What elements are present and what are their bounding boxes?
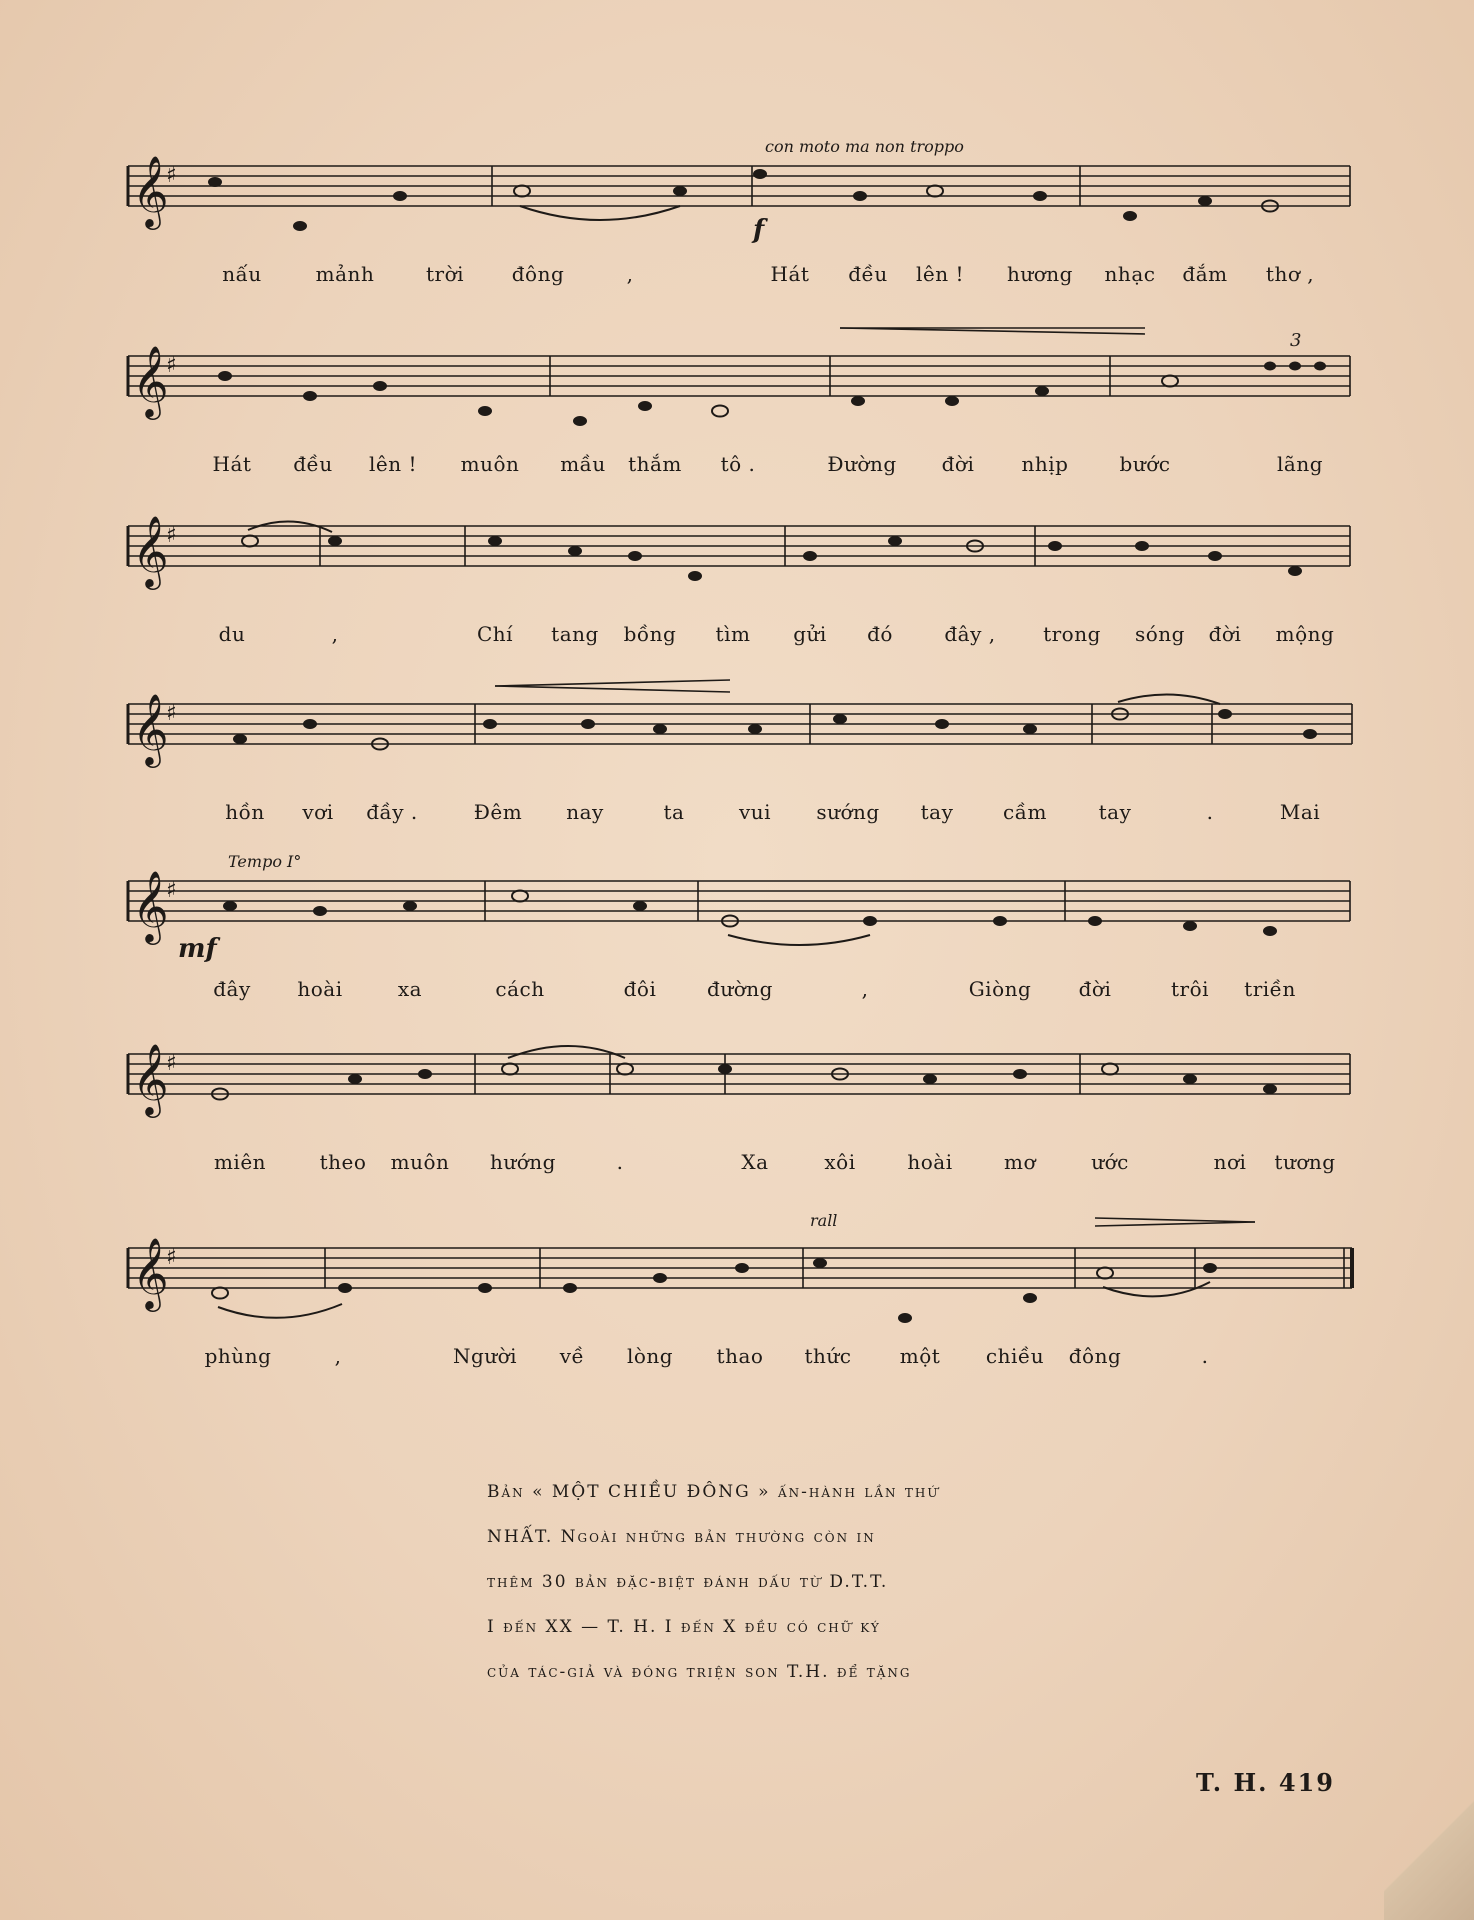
lyric-syllable: đều bbox=[848, 262, 888, 286]
lyric-syllable: hoài bbox=[297, 977, 343, 1001]
lyric-syllable: Hát bbox=[770, 262, 810, 286]
svg-text:𝄞: 𝄞 bbox=[132, 154, 169, 227]
svg-text:♯: ♯ bbox=[166, 163, 177, 188]
lyric-syllable: Mai bbox=[1279, 800, 1321, 824]
staff-2 bbox=[120, 320, 1360, 430]
lyric-syllable: sóng bbox=[1135, 622, 1185, 646]
tempo-marking: con moto ma non troppo bbox=[765, 137, 964, 156]
music-system-7 bbox=[120, 1212, 1360, 1382]
lyric-syllable: mầu bbox=[560, 452, 606, 476]
catalog-number: T. H. 419 bbox=[1196, 1768, 1335, 1797]
music-system-6 bbox=[120, 1018, 1360, 1188]
music-system-3 bbox=[120, 490, 1360, 660]
svg-text:♯: ♯ bbox=[166, 353, 177, 378]
lyric-syllable: đường bbox=[707, 977, 773, 1001]
svg-text:𝄞: 𝄞 bbox=[132, 344, 169, 417]
lyric-syllable: tay bbox=[1098, 800, 1132, 824]
lyric-syllable: , bbox=[626, 262, 634, 286]
lyric-syllable: đều bbox=[293, 452, 333, 476]
svg-text:𝄞: 𝄞 bbox=[132, 514, 169, 587]
publication-note-line: Bản « MỘT CHIỀU ĐÔNG » ấn-hành lần thứ bbox=[487, 1482, 940, 1502]
lyric-syllable: thơ , bbox=[1265, 262, 1315, 286]
lyric-syllable: lên ! bbox=[915, 262, 965, 286]
lyric-syllable: xôi bbox=[824, 1150, 856, 1174]
lyric-syllable: , bbox=[861, 977, 869, 1001]
lyric-syllable: đời bbox=[1078, 977, 1112, 1001]
staff-4 bbox=[120, 668, 1360, 778]
triplet-marking: 3 bbox=[1290, 330, 1302, 351]
lyric-syllable: Xa bbox=[741, 1150, 769, 1174]
lyric-syllable: thức bbox=[804, 1344, 852, 1368]
svg-text:♯: ♯ bbox=[166, 1051, 177, 1076]
lyric-syllable: theo bbox=[319, 1150, 367, 1174]
publication-note-line: của tác-giả và đóng triện son T.H. để tặng bbox=[487, 1662, 912, 1682]
lyrics-line-3 bbox=[120, 622, 1360, 654]
lyrics-line-7 bbox=[120, 1344, 1360, 1376]
lyric-syllable: Đêm bbox=[473, 800, 523, 824]
lyric-syllable: nấu bbox=[222, 262, 262, 286]
staff-1 bbox=[120, 130, 1360, 245]
svg-text:𝄞: 𝄞 bbox=[132, 869, 169, 942]
lyric-syllable: Giòng bbox=[968, 977, 1032, 1001]
lyric-syllable: bồng bbox=[623, 622, 677, 646]
lyric-syllable: trôi bbox=[1170, 977, 1210, 1001]
lyric-syllable: miên bbox=[213, 1150, 267, 1174]
lyric-syllable: hồn bbox=[225, 800, 265, 824]
lyric-syllable: thao bbox=[716, 1344, 764, 1368]
lyric-syllable: đông bbox=[1068, 1344, 1122, 1368]
dynamic-marking: mf bbox=[178, 934, 217, 964]
lyric-syllable: . bbox=[1206, 800, 1214, 824]
lyrics-line-1 bbox=[120, 262, 1360, 294]
lyric-syllable: đắm bbox=[1182, 262, 1228, 286]
lyric-syllable: một bbox=[899, 1344, 941, 1368]
lyric-syllable: muôn bbox=[390, 1150, 450, 1174]
lyric-syllable: gửi bbox=[793, 622, 827, 646]
lyric-syllable: du bbox=[218, 622, 246, 646]
staff-7 bbox=[120, 1212, 1360, 1322]
lyric-syllable: vơi bbox=[302, 800, 334, 824]
lyric-syllable: hoài bbox=[907, 1150, 953, 1174]
lyric-syllable: trong bbox=[1043, 622, 1101, 646]
lyric-syllable: sướng bbox=[816, 800, 880, 824]
lyric-syllable: Hát bbox=[212, 452, 252, 476]
lyric-syllable: Người bbox=[452, 1344, 518, 1368]
lyric-syllable: tìm bbox=[715, 622, 751, 646]
lyric-syllable: mộng bbox=[1275, 622, 1335, 646]
lyric-syllable: đôi bbox=[623, 977, 657, 1001]
lyric-syllable: nhịp bbox=[1021, 452, 1069, 476]
music-system-1 bbox=[120, 130, 1360, 300]
rallentando-marking: rall bbox=[810, 1211, 838, 1230]
svg-text:𝄞: 𝄞 bbox=[132, 1042, 169, 1115]
lyric-syllable: chiều bbox=[985, 1344, 1045, 1368]
lyric-syllable: nhạc bbox=[1104, 262, 1156, 286]
svg-text:♯: ♯ bbox=[166, 701, 177, 726]
folded-corner bbox=[1384, 1770, 1474, 1920]
lyric-syllable: hướng bbox=[490, 1150, 556, 1174]
lyric-syllable: ước bbox=[1091, 1150, 1129, 1174]
lyric-syllable: lãng bbox=[1276, 452, 1324, 476]
lyric-syllable: ta bbox=[663, 800, 685, 824]
staff-5 bbox=[120, 845, 1360, 964]
staff-6 bbox=[120, 1018, 1360, 1128]
lyric-syllable: tang bbox=[551, 622, 599, 646]
lyric-syllable: đó bbox=[867, 622, 893, 646]
lyric-syllable: cầm bbox=[1003, 800, 1047, 824]
lyric-syllable: tay bbox=[920, 800, 954, 824]
lyric-syllable: Đường bbox=[827, 452, 897, 476]
svg-text:𝄞: 𝄞 bbox=[132, 692, 169, 765]
lyric-syllable: nay bbox=[566, 800, 604, 824]
lyric-syllable: phùng bbox=[204, 1344, 272, 1368]
svg-text:𝄞: 𝄞 bbox=[132, 1236, 169, 1309]
lyric-syllable: đời bbox=[1208, 622, 1242, 646]
svg-text:♯: ♯ bbox=[166, 1245, 177, 1270]
dynamic-marking: f bbox=[753, 215, 765, 245]
lyric-syllable: muôn bbox=[460, 452, 520, 476]
publication-note bbox=[487, 1470, 1007, 1695]
publication-note-line: NHẤT. Ngoài những bản thường còn in bbox=[487, 1527, 876, 1547]
lyrics-line-2 bbox=[120, 452, 1360, 484]
lyric-syllable: đầy . bbox=[366, 800, 418, 824]
svg-text:♯: ♯ bbox=[166, 523, 177, 548]
lyric-syllable: đời bbox=[941, 452, 975, 476]
lyric-syllable: đông bbox=[511, 262, 565, 286]
lyrics-line-5 bbox=[120, 977, 1360, 1009]
lyric-syllable: Chí bbox=[476, 622, 514, 646]
music-system-2 bbox=[120, 320, 1360, 490]
lyric-syllable: vui bbox=[738, 800, 772, 824]
lyric-syllable: . bbox=[1201, 1344, 1209, 1368]
lyric-syllable: xa bbox=[397, 977, 423, 1001]
lyric-syllable: nơi bbox=[1213, 1150, 1247, 1174]
music-system-4 bbox=[120, 668, 1360, 838]
lyric-syllable: lên ! bbox=[368, 452, 418, 476]
lyric-syllable: tương bbox=[1274, 1150, 1336, 1174]
lyric-syllable: hương bbox=[1007, 262, 1073, 286]
music-system-5 bbox=[120, 845, 1360, 1015]
lyric-syllable: . bbox=[616, 1150, 624, 1174]
lyrics-line-6 bbox=[120, 1150, 1360, 1182]
lyric-syllable: thắm bbox=[628, 452, 682, 476]
lyric-syllable: cách bbox=[495, 977, 545, 1001]
lyric-syllable: , bbox=[334, 1344, 342, 1368]
svg-text:♯: ♯ bbox=[166, 878, 177, 903]
lyric-syllable: đây bbox=[213, 977, 251, 1001]
lyric-syllable: triền bbox=[1244, 977, 1296, 1001]
lyric-syllable: tô . bbox=[720, 452, 756, 476]
publication-note-line: I đến XX — T. H. I đến X đều có chữ ký bbox=[487, 1617, 881, 1637]
lyrics-line-4 bbox=[120, 800, 1360, 832]
lyric-syllable: mảnh bbox=[315, 262, 375, 286]
lyric-syllable: mơ bbox=[1003, 1150, 1037, 1174]
lyric-syllable: lòng bbox=[626, 1344, 674, 1368]
staff-3 bbox=[120, 490, 1360, 600]
lyric-syllable: về bbox=[559, 1344, 585, 1368]
lyric-syllable: , bbox=[331, 622, 339, 646]
lyric-syllable: trời bbox=[425, 262, 465, 286]
tempo-primo-marking: Tempo I° bbox=[228, 852, 302, 871]
lyric-syllable: đây , bbox=[944, 622, 996, 646]
publication-note-line: thêm 30 bản đặc-biệt đánh dấu từ D.T.T. bbox=[487, 1572, 889, 1592]
lyric-syllable: bước bbox=[1119, 452, 1171, 476]
